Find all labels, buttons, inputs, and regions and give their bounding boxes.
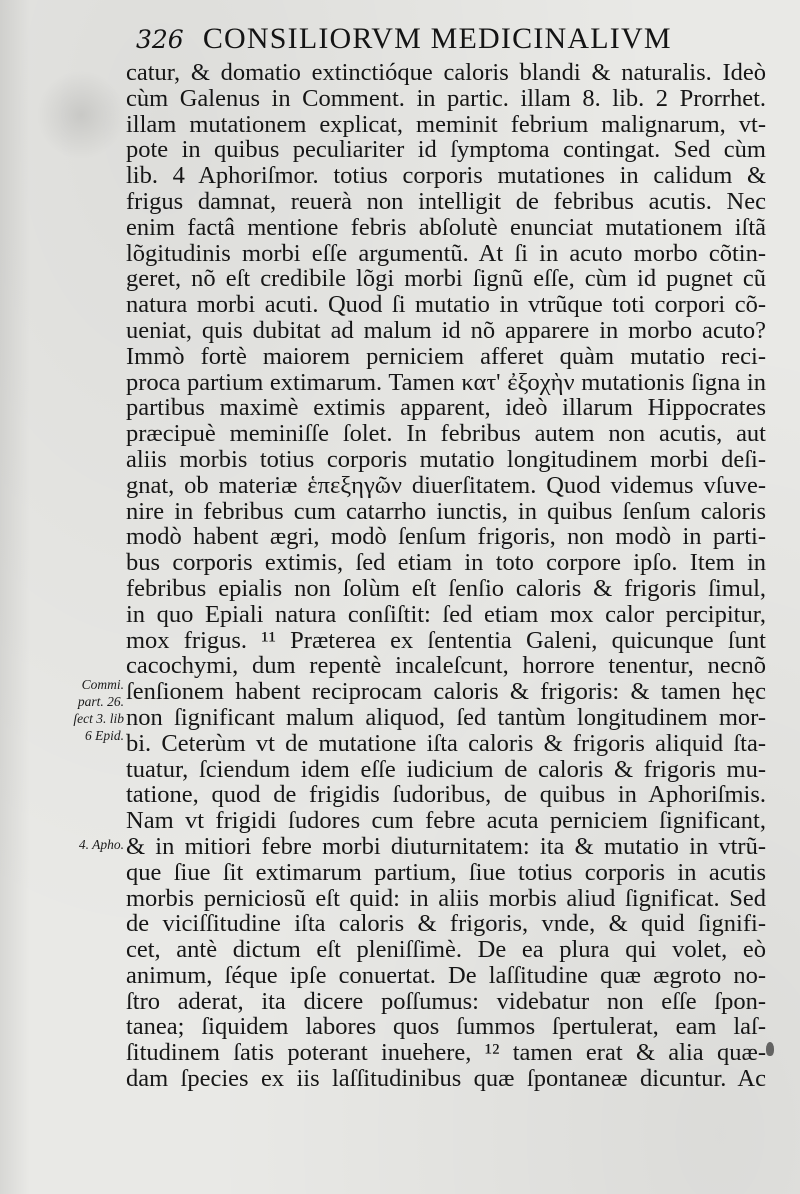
text-line: morbis perniciosũ eſt quid: in aliis morbis aliud ſignificat. Sed [126, 885, 766, 912]
text-line: pote in quibus peculiariter id ſymptoma contingat. Sed cùm [126, 137, 766, 164]
text-line: lib. 4 Aphoriſmor. totius corporis mutationes in calidum & [126, 163, 766, 189]
text-line: febribus epialis non ſolùm eſt ſenſio caloris & frigoris ſimul, [126, 575, 766, 602]
text-line: dam ſpecies ex iis laſſitudinibus quæ ſpontaneæ dicuntur. Ac [126, 1066, 766, 1092]
text-line: Nam vt frigidi ſudores cum febre acuta perniciem ſignificant, [126, 808, 766, 834]
text-line: illam mutationem explicat, meminit febrium malignarum, vt- [126, 111, 766, 138]
text-line: natura morbi acuti. Quod ſi mutatio in vtrũque toti corpori cõ- [126, 292, 766, 318]
text-line: cet, antè dictum eſt pleniſſimè. De ea plura qui volet, eò [126, 937, 766, 963]
text-line: animum, ſéque ipſe conuertat. De laſſitudine quæ ægroto no- [126, 962, 766, 989]
text-line: catur, & domatio extinctióque caloris blandi & naturalis. Ideò [126, 60, 766, 86]
text-line: enim factâ mentione febris abſolutè enunciat mutationem iſtã [126, 214, 766, 241]
text-line: ſenſionem habent reciprocam caloris & frigoris: & tamen hęc [126, 679, 766, 705]
margin-note-line: Commi. [81, 677, 124, 692]
text-line: de viciſſitudine iſta caloris & frigoris, vnde, & quid ſignifi- [126, 911, 766, 938]
text-line: geret, nõ eſt credibile lõgi morbi ſignũ eſſe, cùm id pugnet cũ [126, 266, 766, 293]
text-line: tatione, quod de frigidis ſudoribus, de quibus in Aphoriſmis. [126, 782, 766, 809]
text-line: aliis morbis totius corporis mutatio longitudinem morbi deſi- [126, 446, 766, 473]
text-line: cacochymi, dum repentè incaleſcunt, horrore tenentur, necnõ [126, 653, 766, 680]
text-line: cùm Galenus in Comment. in partic. illam 8. lib. 2 Prorrhet. [126, 85, 766, 112]
text-line: gnat, ob materiæ ἑπεξηγῶν diuerſitatem. Quod videmus vſuve- [126, 472, 766, 499]
text-line: frigus damnat, reuerà non intelligit de febribus acutis. Nec [126, 188, 766, 215]
text-line: ſitudinem ſatis poterant inuehere, ¹² tamen erat & alia quæ- [126, 1040, 766, 1067]
text-line: nire in febribus cum catarrho iunctis, in quibus ſenſum caloris [126, 498, 766, 525]
margin-note-line: 6 Epid. [85, 728, 124, 743]
text-line: in quo Epiali natura conſiſtit: ſed etiam mox calor percipitur, [126, 601, 766, 628]
margin-notes [44, 0, 124, 1194]
body-text [126, 60, 766, 1092]
text-line: præcipuè meminiſſe ſolet. In febribus autem non acutis, aut [126, 421, 766, 447]
margin-note-line: ſect 3. lib [73, 711, 124, 726]
text-line: tuatur, ſciendum idem eſſe iudicium de caloris & frigoris mu- [126, 756, 766, 783]
text-line: mox frigus. ¹¹ Præterea ex ſententia Galeni, quicunque ſunt [126, 627, 766, 654]
text-line: bi. Ceterùm vt de mutatione iſta caloris & frigoris aliquid ſta- [126, 730, 766, 757]
text-line: ſtro aderat, ita dicere poſſumus: videbatur non eſſe ſpon- [126, 988, 766, 1015]
text-line: bus corporis extimis, ſed etiam in toto corpore ipſo. Item in [126, 550, 766, 576]
margin-note-line: part. 26. [77, 694, 124, 709]
text-line: non ſignificant malum aliquod, ſed tantùm longitudinem mor- [126, 704, 766, 731]
margin-note-apho [44, 836, 124, 853]
text-line: partibus maximè extimis apparent, ideò illarum Hippocrates [126, 395, 766, 422]
page-number: 326 [136, 25, 184, 54]
ink-spot [766, 1042, 774, 1056]
text-line: tanea; ſiquidem labores quos ſummos ſpertulerat, eam laſ- [126, 1014, 766, 1041]
text-line: proca partium extimarum. Tamen κατ' ἐξοχὴν mutationis ſigna in [126, 369, 766, 396]
margin-note-line: 4. Apho. [78, 837, 124, 852]
text-line: lõgitudinis morbi eſſe argumentũ. At ſi in acuto morbo cõtin- [126, 240, 766, 267]
text-line: que ſiue ſit extimarum partium, ſiue totius corporis in acutis [126, 859, 766, 886]
text-line: Immò fortè maiorem perniciem afferet quàm mutatio reci- [126, 343, 766, 370]
text-line: modò habent ægri, modò ſenſum frigoris, non modò in parti- [126, 524, 766, 551]
margin-note-commi [44, 676, 124, 744]
running-title: CONSILIORVM MEDICINALIVM [202, 22, 672, 55]
text-line: & in mitiori febre morbi diuturnitatem: ita & mutatio in vtrũ- [126, 833, 766, 860]
page-edge-shadow [0, 0, 30, 1194]
text-line: ueniat, quis dubitat ad malum id nõ apparere in morbo acuto? [126, 317, 766, 344]
